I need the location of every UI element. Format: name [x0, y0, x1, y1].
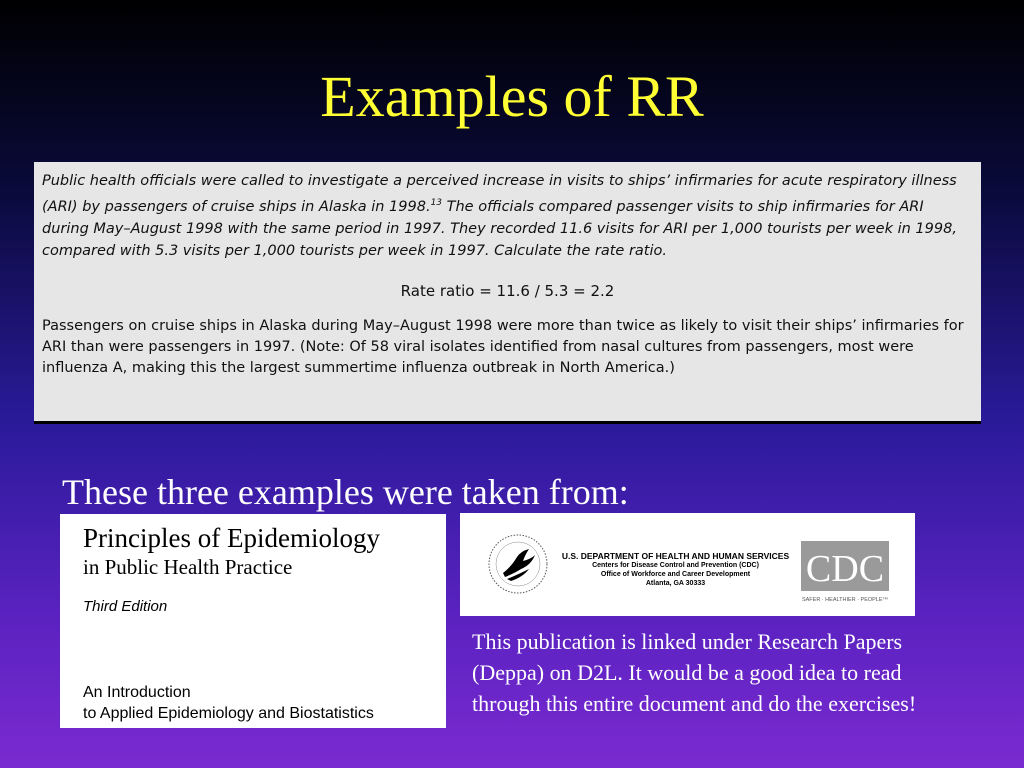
- example-box: [34, 162, 981, 424]
- rate-ratio-formula: Rate ratio = 11.6 / 5.3 = 2.2: [400, 281, 615, 300]
- hhs-eagle-seal-icon: [487, 533, 549, 595]
- cdc-logo-icon: [799, 539, 893, 603]
- book-subtitle: in Public Health Practice: [83, 555, 293, 579]
- publication-note: This publication is linked under Research Papers (Deppa) on D2L. It would be a good idea to read through this entire document and do the exercises!: [472, 629, 917, 716]
- agency-line1: Centers for Disease Control and Prevention (CDC): [592, 562, 759, 569]
- agency-text: [558, 551, 793, 588]
- agency-main: U.S. DEPARTMENT OF HEALTH AND HUMAN SERVICES: [561, 551, 790, 561]
- slide-title: Examples of RR: [320, 64, 704, 129]
- answer-text: Passengers on cruise ships in Alaska during May–August 1998 were more than twice as likely to visit their ships’ infirmaries for ARI than were passengers in 1997. (Note: Of 58 viral isolates identified from nasal cultures from passengers, most were influenza A, making this the largest summertime influenza outbreak in North America.): [42, 317, 964, 376]
- problem-text-part1: Public health officials were called to investigate a perceived increase in visits to ships’ infirmaries for acute respiratory illness (ARI) by passengers of cruise ships in Alaska in 1998.: [42, 173, 957, 215]
- citation-superscript: 13: [430, 198, 443, 208]
- book-intro: [83, 682, 374, 724]
- sources-heading: These three examples were taken from:: [62, 472, 629, 512]
- cdc-banner-image: [460, 513, 915, 616]
- problem-text-part2: The officials compared passenger visits to ship infirmaries for ARI during May–August 1998 with the same period in 1997. They recorded 11.6 visits for ARI per 1,000 tourists per week in 1998, compared with 5.3 visits per 1,000 tourists per week in 1997. Calculate the rate ratio.: [42, 198, 957, 259]
- problem-text: [42, 170, 973, 262]
- book-intro-line2: to Applied Epidemiology and Biostatistics: [83, 705, 374, 722]
- cdc-logo-text: CDC: [805, 548, 885, 590]
- agency-line3: Atlanta, GA 30333: [645, 580, 706, 587]
- book-edition: Third Edition: [83, 598, 168, 615]
- agency-line2: Office of Workforce and Career Development: [600, 571, 751, 578]
- book-intro-line1: An Introduction: [83, 684, 191, 701]
- book-title: Principles of Epidemiology: [83, 523, 380, 553]
- cdc-logo-tagline: SAFER · HEALTHIER · PEOPLE™: [801, 597, 889, 603]
- book-cover-image: [60, 514, 446, 728]
